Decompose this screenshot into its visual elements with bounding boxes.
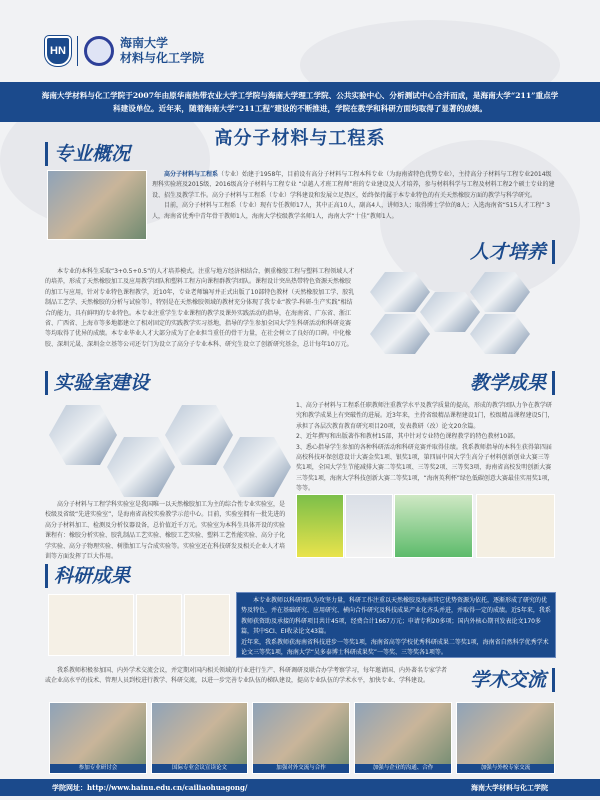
overview-p1: （专业）始建于1958年，目前设有高分子材料与工程本科专业（为海南省特色优势专业），主持高分子材料与工程专业2014级理科实验班及2015级、2016级高分子材料与工程专业 “卓越人才班工程师”班的专业建设及人才培养，参与材料科学与工程及材料工程2个硕士专业的建设、招生及教学工作。高分子材料与工程系（专业）学科建设和发展立足热区，始终保持属于本专业特色的有关天然橡胶方面的教学与科学研究。 xyxy=(152,171,555,199)
award-certificate-photo xyxy=(476,494,555,558)
photo-caption: 加强与外校专家交流 xyxy=(457,764,554,773)
textbook-cover-photo xyxy=(296,494,344,558)
section-title-talent: 人才培养 xyxy=(470,240,555,264)
exchange-photo xyxy=(151,702,248,774)
textbook-cover-photo xyxy=(345,494,393,558)
teaching-list xyxy=(296,401,555,495)
photo-caption: 加强与企业的沟通、合作 xyxy=(355,764,451,773)
certificate-photo xyxy=(136,594,182,656)
intro-band: 海南大学材料与化工学院于2007年由原华南热带农业大学工学院与海南大学理工学院、公共实验中心、分析测试中心合并而成，是海南大学“211”重点学科建设单位。近年来，随着海南大学“211工程”建设的不断推进，学院在教学和科研方面均取得了显著的成绩。 xyxy=(0,82,600,122)
college-name: 材料与化工学院 xyxy=(120,51,205,65)
lab-text: 高分子材料与工程学科实验室是我国唯一以天然橡胶加工为主的综合性专业实验室，是校级及省级“先进实验室”，是海南省高校实验教学示范中心。目前，实验室拥有一批先进的高分子材料加工、检测及分析仪器设备，总价值近千万元。实验室为本科生具体开设的实验课程有：橡胶分析实验、胶乳制品工艺实验、橡胶工艺实验、塑料工艺性能实验、高分子化学实验、高分子物理实验、树脂加工与合成实验等。实验室还在科技研发及相关企业人才培训等方面发挥了巨大作用。 xyxy=(45,501,286,561)
section-title-teaching: 教学成果 xyxy=(470,371,555,395)
exchange-photo xyxy=(354,702,452,774)
photo-caption: 国际专业会议宣读论文 xyxy=(152,764,247,773)
lab-machine-photo xyxy=(223,437,291,497)
lab-equipment-photo xyxy=(107,437,175,497)
logo-text xyxy=(120,36,204,66)
college-logo xyxy=(45,36,204,66)
photo-caption: 加强对外交流与合作 xyxy=(253,764,349,773)
section-title-research: 科研成果 xyxy=(45,564,130,588)
footer-org: 海南大学材料与化工学院 xyxy=(471,783,548,792)
research-p2: 近年来，我系教师获海南省科技进步一等奖1项，海南省高等学校优秀科研成果二等奖1项，海南省自然科学优秀学术论文三等奖1项，海南大学“吴多泰博士科研成果奖”一等奖、三等奖各1项等。 xyxy=(241,638,549,657)
talent-text: 本专业的本科生采取“3+0.5+0.5”的人才培养模式。注重与地方经济相结合，侧重橡胶工程与塑料工程领域人才的培养，形成了天然橡胶加工及应用教学团队和塑料工程方向课程群教学团队。课程设计突出热带特色资源天然橡胶的加工与应用，针对专业特色课程教学，近10年，专业老师编写并正式出版了10部特色教材（天然橡胶加工学、胶乳制品工艺学、天然橡胶的分析与试验等），特别是在天然橡胶领域的教材充分体现了我专业“教学-科研-生产实践”相结合的能力，具有鲜明的专业特色。本专业注重学生专业课程的教学及课外实践活动的指导，在海南省、广东省、浙江省、广西省、上海市等多地都建立了相对固定的实践教学实习基地，指导的学生参加全国大学生科研活动和科研竞赛等均取得了优异的成绩。本专业毕业人才大部分成为了企业担当重任的骨干力量，在社会树立了良好的口碑。中化橡胶、深圳元晟、深圳金立基等公司还专门为设立了高分子专业本科、研究生设立了创新研究基金，总计每年10万元。 xyxy=(45,268,355,348)
overview-text xyxy=(152,170,555,222)
lab-room-photo xyxy=(165,405,233,465)
university-name: 海南大学 xyxy=(120,36,169,50)
practice-photo xyxy=(370,314,430,354)
overview-lead: 高分子材料与工程系 xyxy=(164,171,219,178)
exchange-photo xyxy=(456,702,555,774)
exchange-photo xyxy=(49,702,147,774)
teaching-item: 2、近年撰写和出版著作和教材15部，其中针对专业特色课程教学的特色教材10部。 xyxy=(296,433,520,441)
divider xyxy=(77,36,78,66)
exchange-text: 我系教师积极参加国、内外学术交流会议，并定期对国内相关领域的行业进行生产、科研调研及联合办学考察学习，每年邀请国、内外著名专家学者或企业高水平的技术、管理人员到校进行教学、科研交流，以进一步完善专业队伍的梯队建设，提高专业队伍的学术水平，加快专业、学科建设。 xyxy=(45,667,448,685)
teaching-item: 1、高分子材料与工程系任职教师注重教学水平及教学质量的提高，形成的教学团队力争在教学研究和教学成果上有突破性的进展。近3年来，主持省级精品课程建设1门，校级精品课程建设5门，承担了各层次教育教育研究项目20项，发表教研（改）论文20余篇。 xyxy=(296,402,554,430)
practice-photo xyxy=(470,314,530,354)
section-title-exchange: 学术交流 xyxy=(470,668,555,692)
certificate-photo xyxy=(184,594,230,656)
teaching-item: 3、悉心指导学生参加的各种科研活动和科研竞赛并取得佳绩。我系教师指导的本科生获得第四届高校科技环保创意设计大赛金奖1项、银奖1项，第四届中国大学生高分子材料创新创业大赛三等奖1项，全国大学生节能减排大赛二等奖1项、三等奖2项、三等奖3项，海南省高校发明创新大赛三等奖1项，海南大学科技创新大赛二等奖1项，“海南英利杯”绿色低碳创意大赛最佳实用奖1项，等等。 xyxy=(296,443,554,493)
research-text-box xyxy=(236,592,556,658)
faculty-group-photo xyxy=(47,170,147,240)
university-shield-logo: HN xyxy=(45,36,71,66)
competition-photo xyxy=(394,494,473,558)
footer-band xyxy=(0,779,600,796)
exchange-photo xyxy=(252,702,350,774)
lab-equipment-photo xyxy=(49,405,117,465)
college-seal-logo xyxy=(84,36,114,66)
photo-caption: 参加专业研讨会 xyxy=(50,764,146,773)
research-p1: 本专业教师以科研团队为攻坚力量，科研工作注重以天然橡胶及海南其它优势资源为依托，逐渐形成了研究的优势及特色，并在基础研究、应用研究、横向合作研究及科技成果产业化齐头并进，并取得一定的成绩。近5年来，我系教师获资助及承接的科研项目共计45项，经费合计1667万元；申请专利20多项；国内外核心期刊发表论文170多篇，其中SCI、EI收录论文43篇。 xyxy=(241,597,551,636)
section-title-overview: 专业概况 xyxy=(45,142,130,166)
section-title-lab: 实验室建设 xyxy=(45,371,149,395)
certificate-photo xyxy=(48,594,134,656)
college-website[interactable]: 学院网址：http://www.hainu.edu.cn/cailiaohuagong/ xyxy=(52,783,248,792)
overview-p2: 目前，高分子材料与工程系（专业）现有专任教师17人，其中正高10人，副高4人，讲师3人；取得博士学位的8人；入选海南省“515人才工程” 3人，海南省优秀中青年骨干教师1人，海南大学校级教学名师1人，海南大学“十佳”教师1人。 xyxy=(152,202,551,220)
page-title: 高分子材料与工程系 xyxy=(214,128,386,149)
